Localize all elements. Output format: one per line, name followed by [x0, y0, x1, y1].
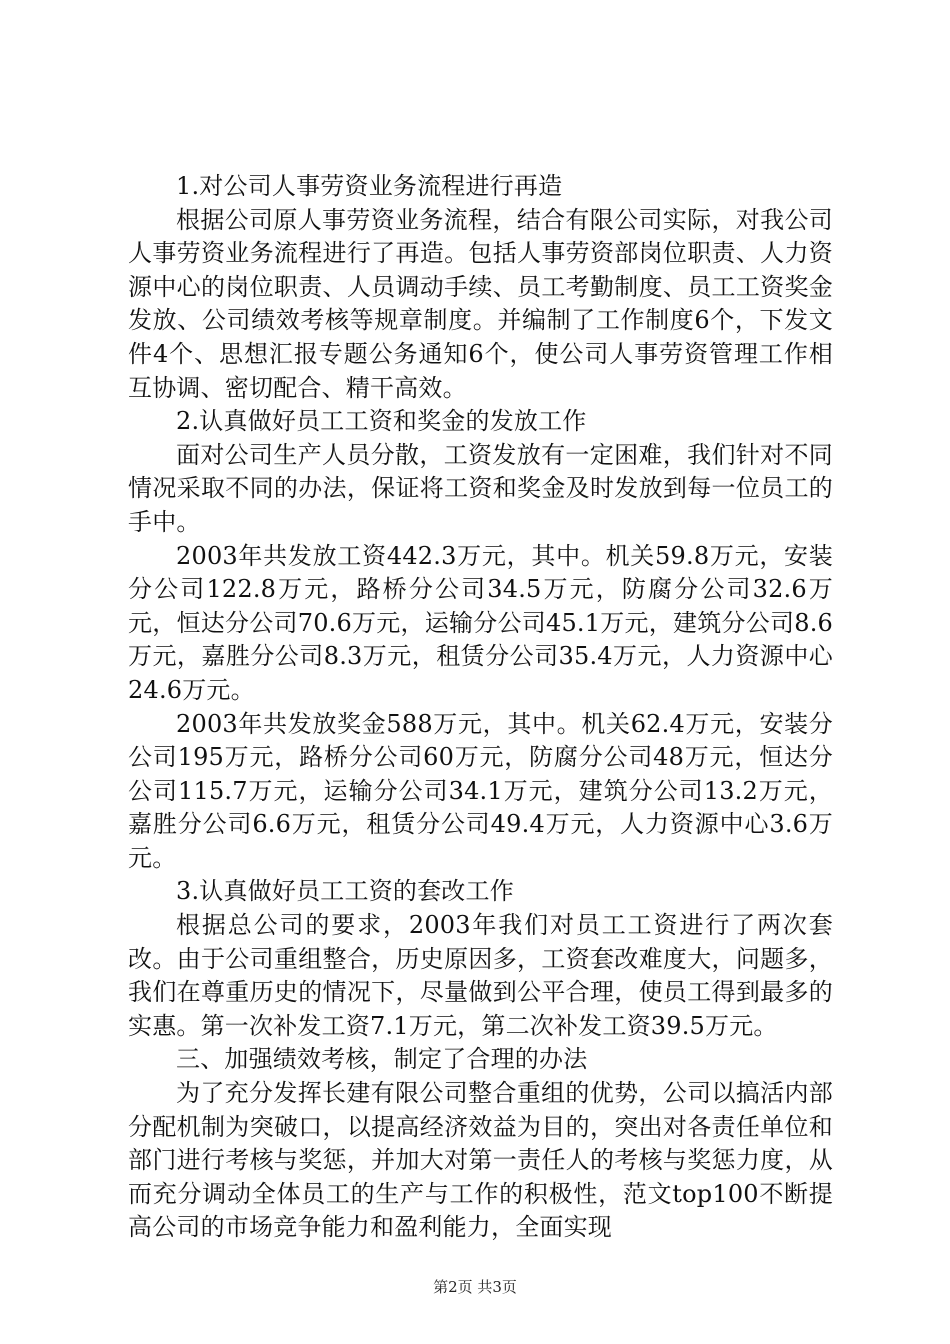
page-footer: 第2页 共3页: [433, 1278, 517, 1296]
heading-1: 1.对公司人事劳资业务流程进行再造: [176, 172, 563, 200]
heading-3: 3.认真做好员工工资的套改工作: [176, 877, 514, 906]
paragraph: 为了充分发挥长建有限公司整合重组的优势，公司以搞活内部分配机制为突破口，以提高经济效益为目的，突出对各责任单位和部门进行考核与奖惩，并加大对第一责任人的考核与奖惩力度，从而充分调动全体员工的生产与工作的积极性，范文top100不断提高公司的市场竞争能力和盈利能力，全面实现: [128, 1079, 833, 1242]
document-body: [128, 170, 833, 1245]
section-heading: 三、加强绩效考核，制定了合理的办法: [176, 1045, 588, 1074]
heading-2: 2.认真做好员工工资和奖金的发放工作: [176, 407, 587, 436]
paragraph-bonus: 2003年共发放奖金588万元，其中。机关62.4万元，安装分公司195万元，路桥分公司60万元，防腐分公司48万元，恒达分公司115.7万元，运输分公司34.1万元，建筑分公司13.2万元，嘉胜分公司6.6万元，租赁分公司49.4万元，人力资源中心3.6万元。: [128, 709, 833, 872]
paragraph: 面对公司生产人员分散，工资发放有一定困难，我们针对不同情况采取不同的办法，保证将工资和奖金及时发放到每一位员工的手中。: [128, 440, 833, 536]
paragraph-wages: 2003年共发放工资442.3万元，其中。机关59.8万元，安装分公司122.8万元，路桥分公司34.5万元，防腐分公司32.6万元，恒达分公司70.6万元，运输分公司45.1万元，建筑分公司8.6万元，嘉胜分公司8.3万元，租赁分公司35.4万元，人力资源中心24.6万元。: [128, 541, 833, 704]
paragraph: 根据公司原人事劳资业务流程，结合有限公司实际，对我公司人事劳资业务流程进行了再造。包括人事劳资部岗位职责、人力资源中心的岗位职责、人员调动手续、员工考勤制度、员工工资奖金发放、公司绩效考核等规章制度。并编制了工作制度6个，下发文件4个、思想汇报专题公务通知6个，使公司人事劳资管理工作相互协调、密切配合、精干高效。: [128, 205, 833, 402]
paragraph: 根据总公司的要求，2003年我们对员工工资进行了两次套改。由于公司重组整合，历史原因多，工资套改难度大，问题多，我们在尊重历史的情况下，尽量做到公平合理，使员工得到最多的实惠。第一次补发工资7.1万元，第二次补发工资39.5万元。: [128, 911, 833, 1040]
